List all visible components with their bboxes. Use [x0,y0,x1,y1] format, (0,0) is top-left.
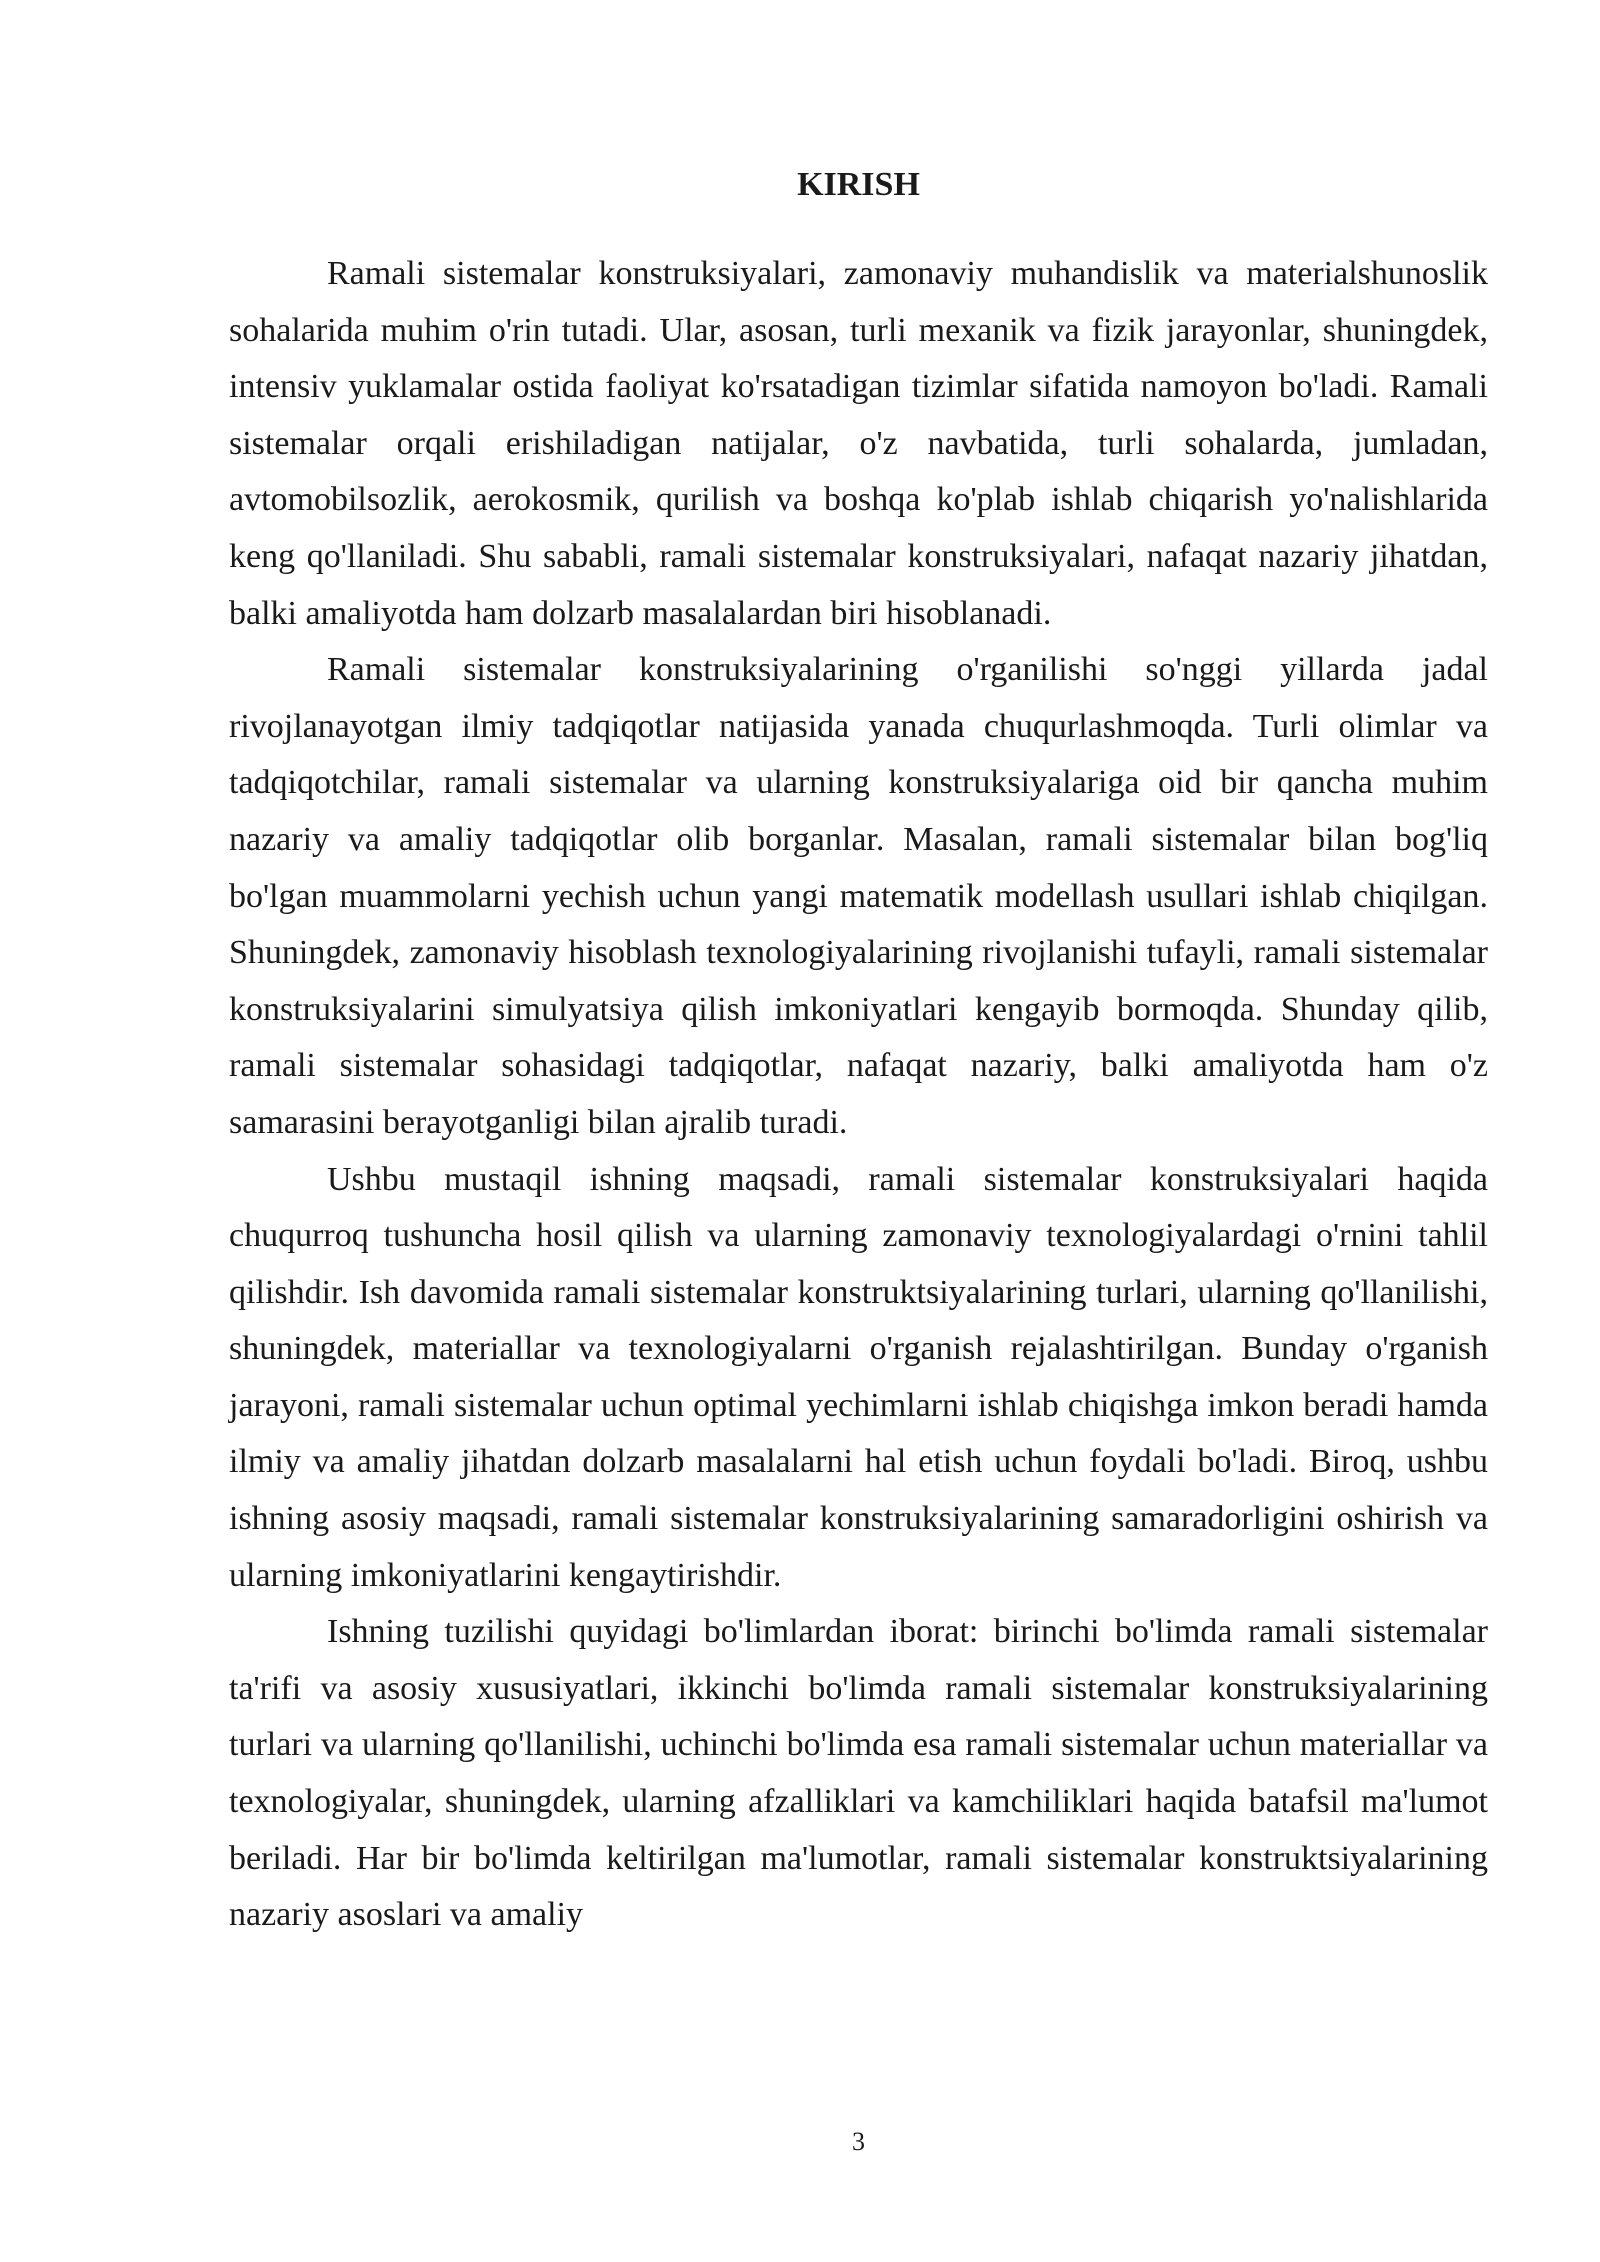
document-body [229,246,1488,1944]
page-number: 3 [852,2127,865,2156]
paragraph-1: Ramali sistemalar konstruksiyalari, zamonaviy muhandislik va materialshunoslik sohalarida muhim o'rin tutadi. Ular, asosan, turli mexanik va fizik jarayonlar, shuningdek, intensiv yuklamalar ostida faoliyat ko'rsatadigan tizimlar sifatida namoyon bo'ladi. Ramali sistemalar orqali erishiladigan natijalar, o'z navbatida, turli sohalarda, jumladan, avtomobilsozlik, aerokosmik, qurilish va boshqa ko'plab ishlab chiqarish yo'nalishlarida keng qo'llaniladi. Shu sababli, ramali sistemalar konstruksiyalari, nafaqat nazariy jihatdan, balki amaliyotda ham dolzarb masalalardan biri hisoblanadi. [229,255,1488,632]
paragraph-4: Ishning tuzilishi quyidagi bo'limlardan iborat: birinchi bo'limda ramali sistemalar ta'rifi va asosiy xususiyatlari, ikkinchi bo'limda ramali sistemalar konstruksiyalarining turlari va ularning qo'llanilishi, uchinchi bo'limda esa ramali sistemalar uchun materiallar va texnologiyalar, shuningdek, ularning afzalliklari va kamchiliklari haqida batafsil ma'lumot beriladi. Har bir bo'limda keltirilgan ma'lumotlar, ramali sistemalar konstruktsiyalarining nazariy asoslari va amaliy [229,1613,1488,1934]
paragraph-2: Ramali sistemalar konstruksiyalarining o'rganilishi so'nggi yillarda jadal rivojlanayotgan ilmiy tadqiqotlar natijasida yanada chuqurlashmoqda. Turli olimlar va tadqiqotchilar, ramali sistemalar va ularning konstruksiyalariga oid bir qancha muhim nazariy va amaliy tadqiqotlar olib borganlar. Masalan, ramali sistemalar bilan bog'liq bo'lgan muammolarni yechish uchun yangi matematik modellash usullari ishlab chiqilgan. Shuningdek, zamonaviy hisoblash texnologiyalarining rivojlanishi tufayli, ramali sistemalar konstruksiyalarini simulyatsiya qilish imkoniyatlari kengayib bormoqda. Shunday qilib, ramali sistemalar sohasidagi tadqiqotlar, nafaqat nazariy, balki amaliyotda ham o'z samarasini berayotganligi bilan ajralib turadi. [229,651,1488,1141]
paragraph-3: Ushbu mustaqil ishning maqsadi, ramali sistemalar konstruksiyalari haqida chuqurroq tushuncha hosil qilish va ularning zamonaviy texnologiyalardagi o'rnini tahlil qilishdir. Ish davomida ramali sistemalar konstruktsiyalarining turlari, ularning qo'llanilishi, shuningdek, materiallar va texnologiyalarni o'rganish rejalashtirilgan. Bunday o'rganish jarayoni, ramali sistemalar uchun optimal yechimlarni ishlab chiqishga imkon beradi hamda ilmiy va amaliy jihatdan dolzarb masalalarni hal etish uchun foydali bo'ladi. Biroq, ushbu ishning asosiy maqsadi, ramali sistemalar konstruksiyalarining samaradorligini oshirish va ularning imkoniyatlarini kengaytirishdir. [229,1160,1488,1594]
page-title: KIRISH [797,166,920,203]
